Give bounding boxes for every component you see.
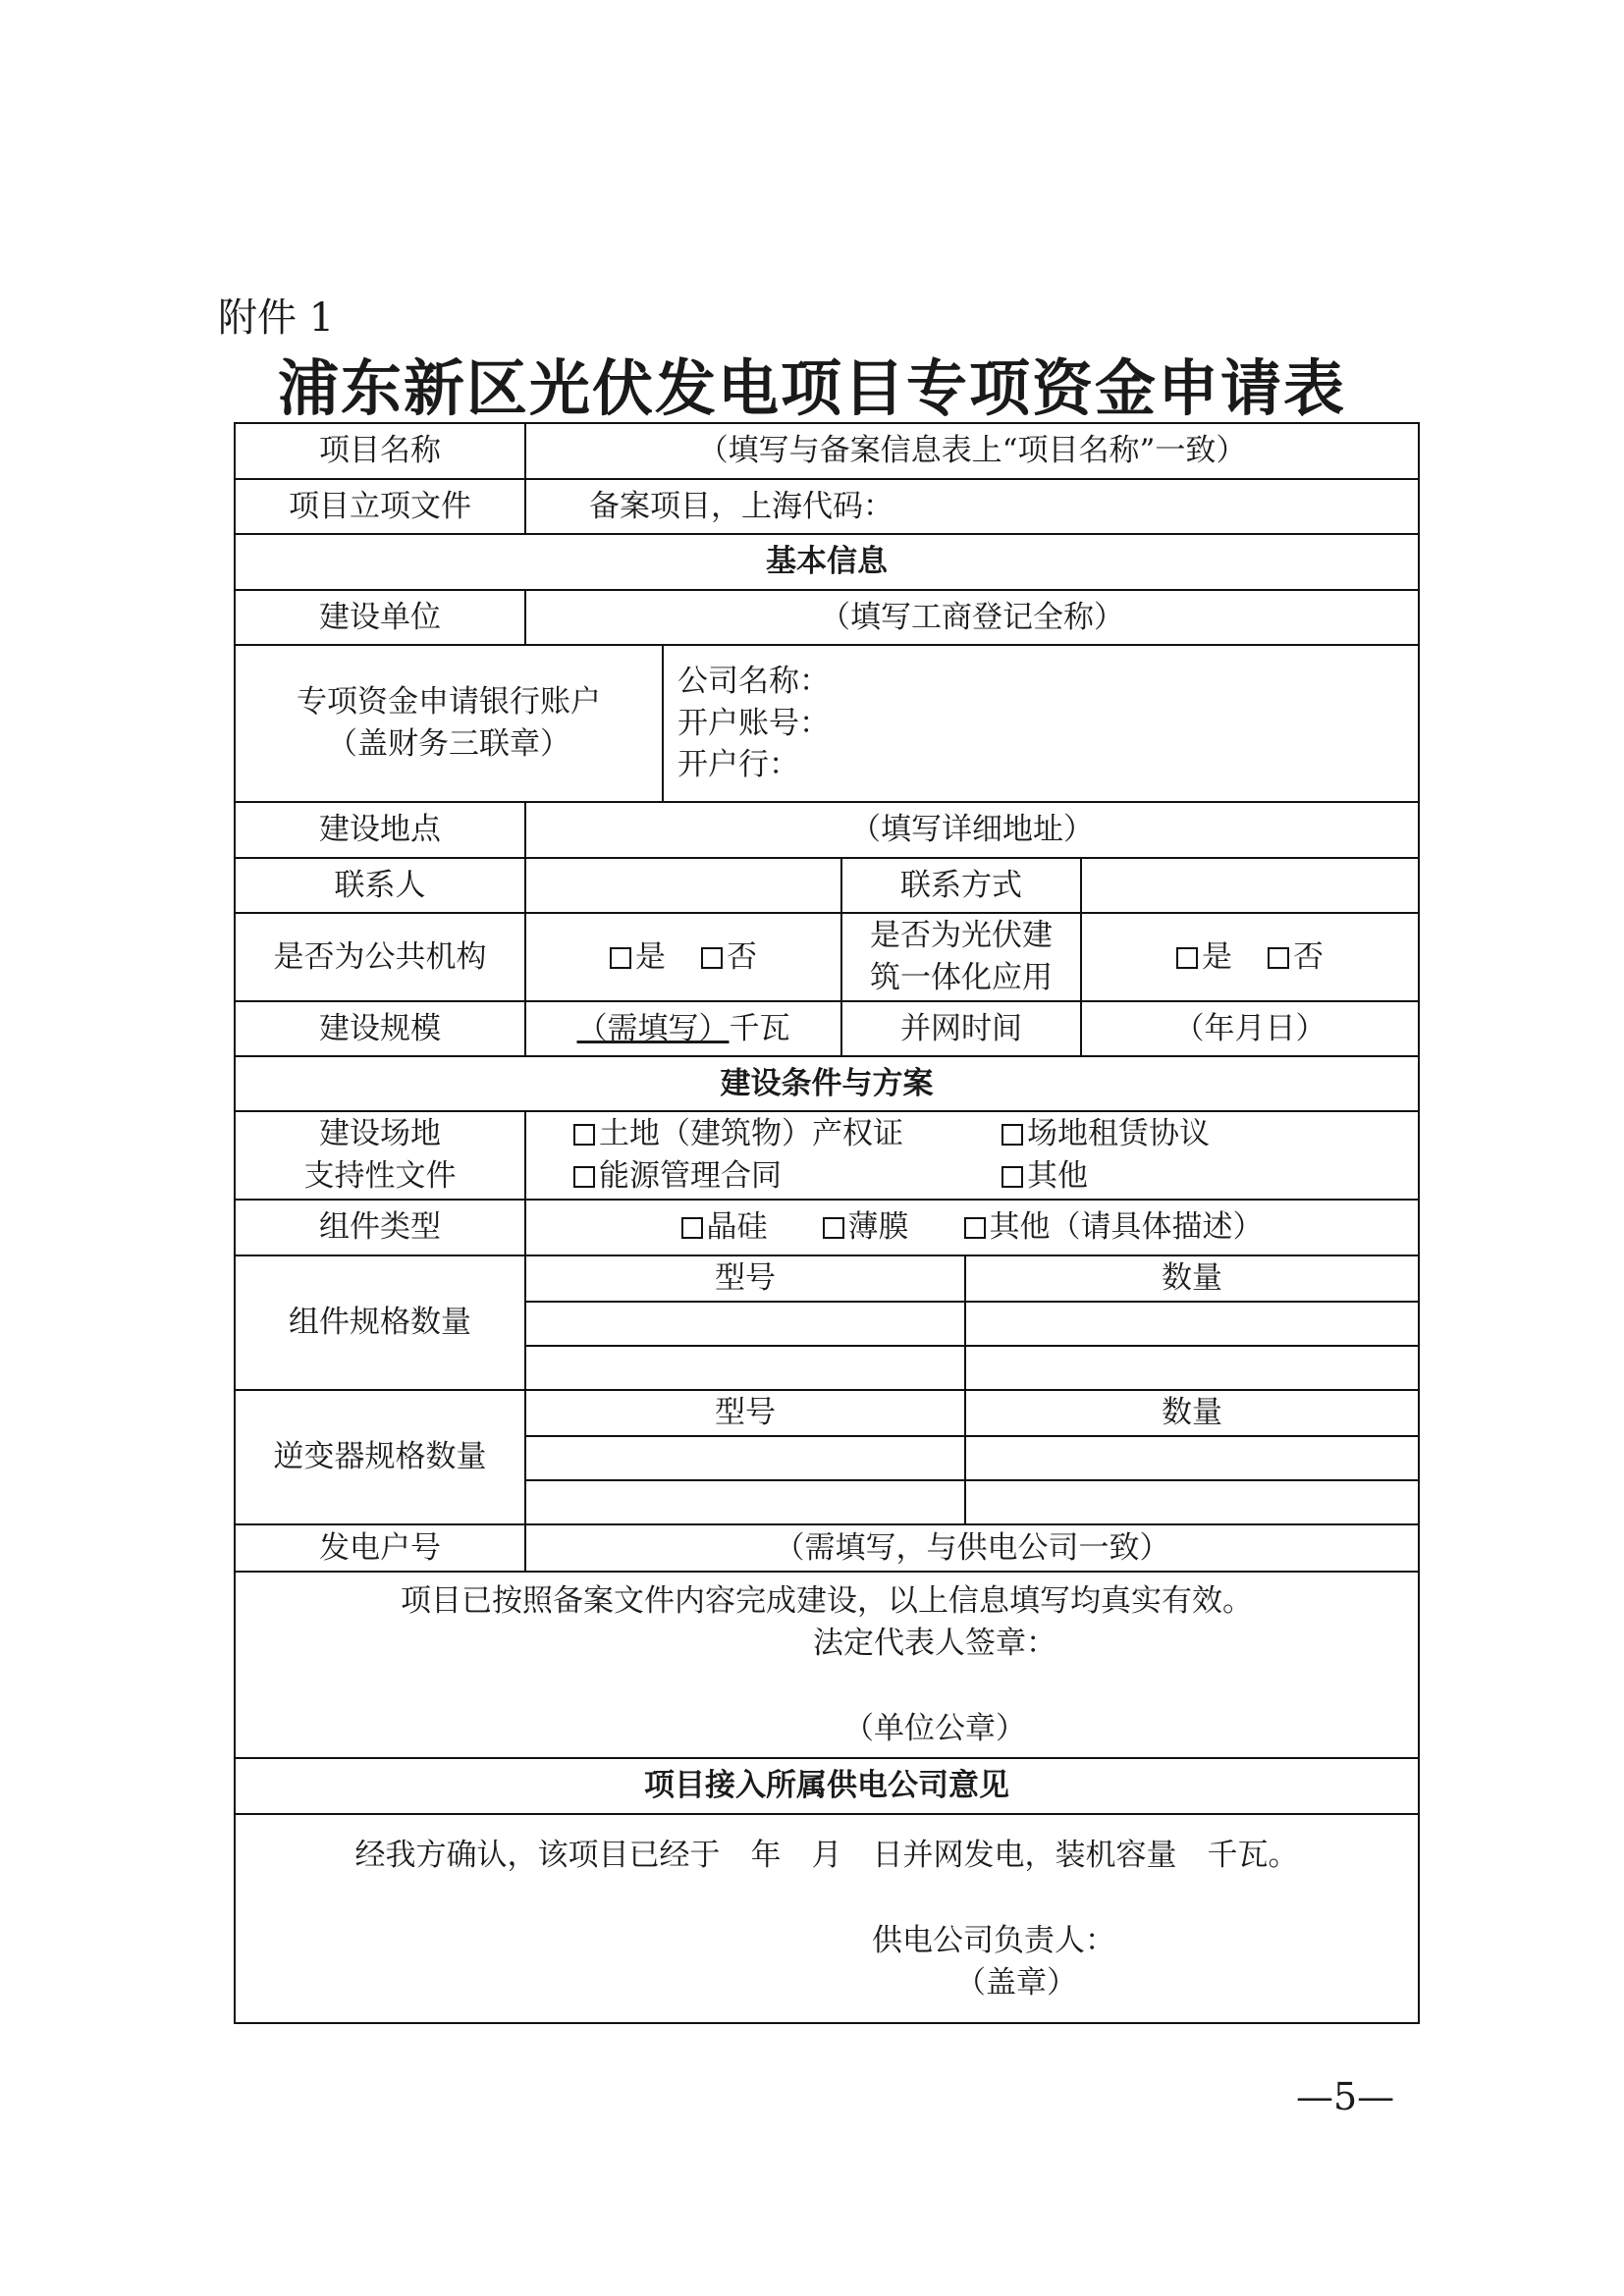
inverter-model-cell[interactable] bbox=[525, 1480, 965, 1524]
type-crystal-checkbox[interactable] bbox=[681, 1217, 703, 1239]
doc-other-label: 其他 bbox=[1027, 1158, 1088, 1194]
row-project-doc bbox=[235, 479, 1419, 534]
site-label: 建设地点 bbox=[235, 802, 525, 858]
bipv-label-line1: 是否为光伏建 bbox=[870, 918, 1053, 954]
public-no-checkbox[interactable] bbox=[701, 947, 723, 969]
doc-lease-checkbox[interactable] bbox=[1001, 1124, 1023, 1146]
project-name-field[interactable]: （填写与备案信息表上“项目名称”一致） bbox=[525, 423, 1419, 479]
account-no-label: 发电户号 bbox=[235, 1524, 525, 1572]
inverter-spec-label: 逆变器规格数量 bbox=[235, 1390, 525, 1524]
utility-opinion-cell bbox=[235, 1814, 1419, 2023]
inverter-qty-cell[interactable] bbox=[965, 1436, 1419, 1480]
grid-time-field[interactable]: （年月日） bbox=[1081, 1001, 1419, 1056]
module-type-options bbox=[525, 1200, 1419, 1255]
bipv-label bbox=[841, 913, 1081, 1001]
module-qty-header: 数量 bbox=[965, 1255, 1419, 1302]
builder-field[interactable]: （填写工商登记全称） bbox=[525, 590, 1419, 645]
utility-signer[interactable]: 供电公司负责人： bbox=[872, 1922, 1116, 1958]
type-film-checkbox[interactable] bbox=[823, 1217, 844, 1239]
unit-seal: （单位公章） bbox=[843, 1710, 1027, 1746]
bipv-no-option[interactable] bbox=[1268, 939, 1324, 975]
bank-company-name[interactable]: 公司名称： bbox=[677, 663, 830, 699]
doc-energy-option[interactable] bbox=[573, 1155, 1001, 1198]
type-other-option[interactable] bbox=[964, 1209, 1264, 1245]
type-crystal-label: 晶硅 bbox=[706, 1209, 768, 1246]
site-field[interactable]: （填写详细地址） bbox=[525, 802, 1419, 858]
row-declaration bbox=[235, 1572, 1419, 1758]
public-yes-label: 是 bbox=[635, 938, 666, 975]
section-conditions-heading: 建设条件与方案 bbox=[235, 1056, 1419, 1111]
inverter-qty-cell[interactable] bbox=[965, 1480, 1419, 1524]
bank-account-number[interactable]: 开户账号： bbox=[677, 705, 830, 741]
builder-label: 建设单位 bbox=[235, 590, 525, 645]
section-utility-heading: 项目接入所属供电公司意见 bbox=[235, 1758, 1419, 1814]
row-public-bipv bbox=[235, 913, 1419, 1001]
bank-label-line2: （盖财务三联章） bbox=[327, 726, 570, 762]
bank-account-label bbox=[235, 645, 663, 802]
inverter-model-header: 型号 bbox=[525, 1390, 965, 1436]
bipv-label-line2: 筑一体化应用 bbox=[870, 960, 1053, 995]
contact-label: 联系人 bbox=[235, 858, 525, 913]
application-form-table bbox=[234, 422, 1420, 2024]
row-section-utility bbox=[235, 1758, 1419, 1814]
bank-account-field[interactable] bbox=[663, 645, 1419, 802]
type-crystal-option[interactable] bbox=[681, 1209, 768, 1245]
row-project-name bbox=[235, 423, 1419, 479]
declaration-cell bbox=[235, 1572, 1419, 1758]
public-institution-options bbox=[525, 913, 841, 1001]
page-title: 浦东新区光伏发电项目专项资金申请表 bbox=[277, 352, 1346, 424]
attachment-label: 附件 1 bbox=[218, 295, 335, 341]
doc-lease-option[interactable] bbox=[1001, 1116, 1210, 1151]
row-module-type bbox=[235, 1200, 1419, 1255]
contact-method-field[interactable] bbox=[1081, 858, 1419, 913]
bipv-yes-checkbox[interactable] bbox=[1176, 947, 1198, 969]
account-no-field[interactable]: （需填写，与供电公司一致） bbox=[525, 1524, 1419, 1572]
row-site bbox=[235, 802, 1419, 858]
row-site-docs bbox=[235, 1111, 1419, 1200]
site-docs-label-line2: 支持性文件 bbox=[303, 1158, 457, 1194]
inverter-model-cell[interactable] bbox=[525, 1436, 965, 1480]
bank-label-line1: 专项资金申请银行账户 bbox=[297, 684, 601, 721]
scale-label: 建设规模 bbox=[235, 1001, 525, 1056]
site-docs-options bbox=[525, 1111, 1419, 1200]
module-qty-cell[interactable] bbox=[965, 1346, 1419, 1390]
row-bank-account bbox=[235, 645, 1419, 802]
public-no-option[interactable] bbox=[701, 939, 757, 975]
public-institution-label: 是否为公共机构 bbox=[235, 913, 525, 1001]
row-builder bbox=[235, 590, 1419, 645]
public-yes-option[interactable] bbox=[610, 939, 666, 975]
declaration-text: 项目已按照备案文件内容完成建设，以上信息填写均真实有效。 bbox=[401, 1583, 1254, 1619]
doc-other-checkbox[interactable] bbox=[1001, 1166, 1023, 1188]
public-yes-checkbox[interactable] bbox=[610, 947, 631, 969]
project-doc-label: 项目立项文件 bbox=[235, 479, 525, 534]
row-contact bbox=[235, 858, 1419, 913]
section-basic-heading: 基本信息 bbox=[235, 534, 1419, 590]
module-type-label: 组件类型 bbox=[235, 1200, 525, 1255]
doc-lease-label: 场地租赁协议 bbox=[1027, 1116, 1210, 1152]
type-film-option[interactable] bbox=[823, 1209, 909, 1245]
doc-land-checkbox[interactable] bbox=[573, 1124, 595, 1146]
module-qty-cell[interactable] bbox=[965, 1302, 1419, 1346]
type-other-checkbox[interactable] bbox=[964, 1217, 986, 1239]
row-utility-opinion bbox=[235, 1814, 1419, 2023]
contact-field[interactable] bbox=[525, 858, 841, 913]
utility-seal: （盖章） bbox=[955, 1964, 1078, 2001]
legal-rep-signature[interactable]: 法定代表人签章： bbox=[813, 1625, 1057, 1661]
bipv-no-checkbox[interactable] bbox=[1268, 947, 1289, 969]
grid-time-label: 并网时间 bbox=[841, 1001, 1081, 1056]
row-scale bbox=[235, 1001, 1419, 1056]
row-module-spec-header bbox=[235, 1255, 1419, 1302]
bipv-yes-label: 是 bbox=[1202, 938, 1233, 975]
bipv-yes-option[interactable] bbox=[1176, 939, 1232, 975]
module-model-header: 型号 bbox=[525, 1255, 965, 1302]
doc-energy-checkbox[interactable] bbox=[573, 1166, 595, 1188]
project-name-label: 项目名称 bbox=[235, 423, 525, 479]
row-account-no bbox=[235, 1524, 1419, 1572]
doc-energy-label: 能源管理合同 bbox=[599, 1158, 782, 1194]
bipv-options bbox=[1081, 913, 1419, 1001]
row-inverter-spec-header bbox=[235, 1390, 1419, 1436]
site-docs-label bbox=[235, 1111, 525, 1200]
module-model-cell[interactable] bbox=[525, 1302, 965, 1346]
page-number: —5— bbox=[1296, 2075, 1395, 2118]
row-section-basic bbox=[235, 534, 1419, 590]
scale-unit: 千瓦 bbox=[729, 1010, 790, 1046]
module-spec-label: 组件规格数量 bbox=[235, 1255, 525, 1390]
public-no-label: 否 bbox=[727, 938, 757, 975]
doc-land-option[interactable] bbox=[573, 1113, 1001, 1155]
row-section-conditions bbox=[235, 1056, 1419, 1111]
contact-method-label: 联系方式 bbox=[841, 858, 1081, 913]
type-film-label: 薄膜 bbox=[847, 1209, 909, 1246]
doc-other-option[interactable] bbox=[1001, 1158, 1088, 1194]
type-other-label: 其他（请具体描述） bbox=[989, 1209, 1264, 1246]
doc-land-label: 土地（建筑物）产权证 bbox=[599, 1116, 903, 1152]
module-model-cell[interactable] bbox=[525, 1346, 965, 1390]
site-docs-label-line1: 建设场地 bbox=[319, 1116, 441, 1152]
scale-field[interactable] bbox=[525, 1001, 841, 1056]
project-doc-field[interactable]: 备案项目，上海代码： bbox=[525, 479, 1419, 534]
bipv-no-label: 否 bbox=[1293, 938, 1325, 975]
scale-fill-hint[interactable]: （需填写） bbox=[576, 1010, 730, 1046]
inverter-qty-header: 数量 bbox=[965, 1390, 1419, 1436]
utility-confirm-text: 经我方确认，该项目已经于 年 月 日并网发电，装机容量 千瓦。 bbox=[354, 1838, 1299, 1873]
bank-branch[interactable]: 开户行： bbox=[677, 747, 799, 783]
